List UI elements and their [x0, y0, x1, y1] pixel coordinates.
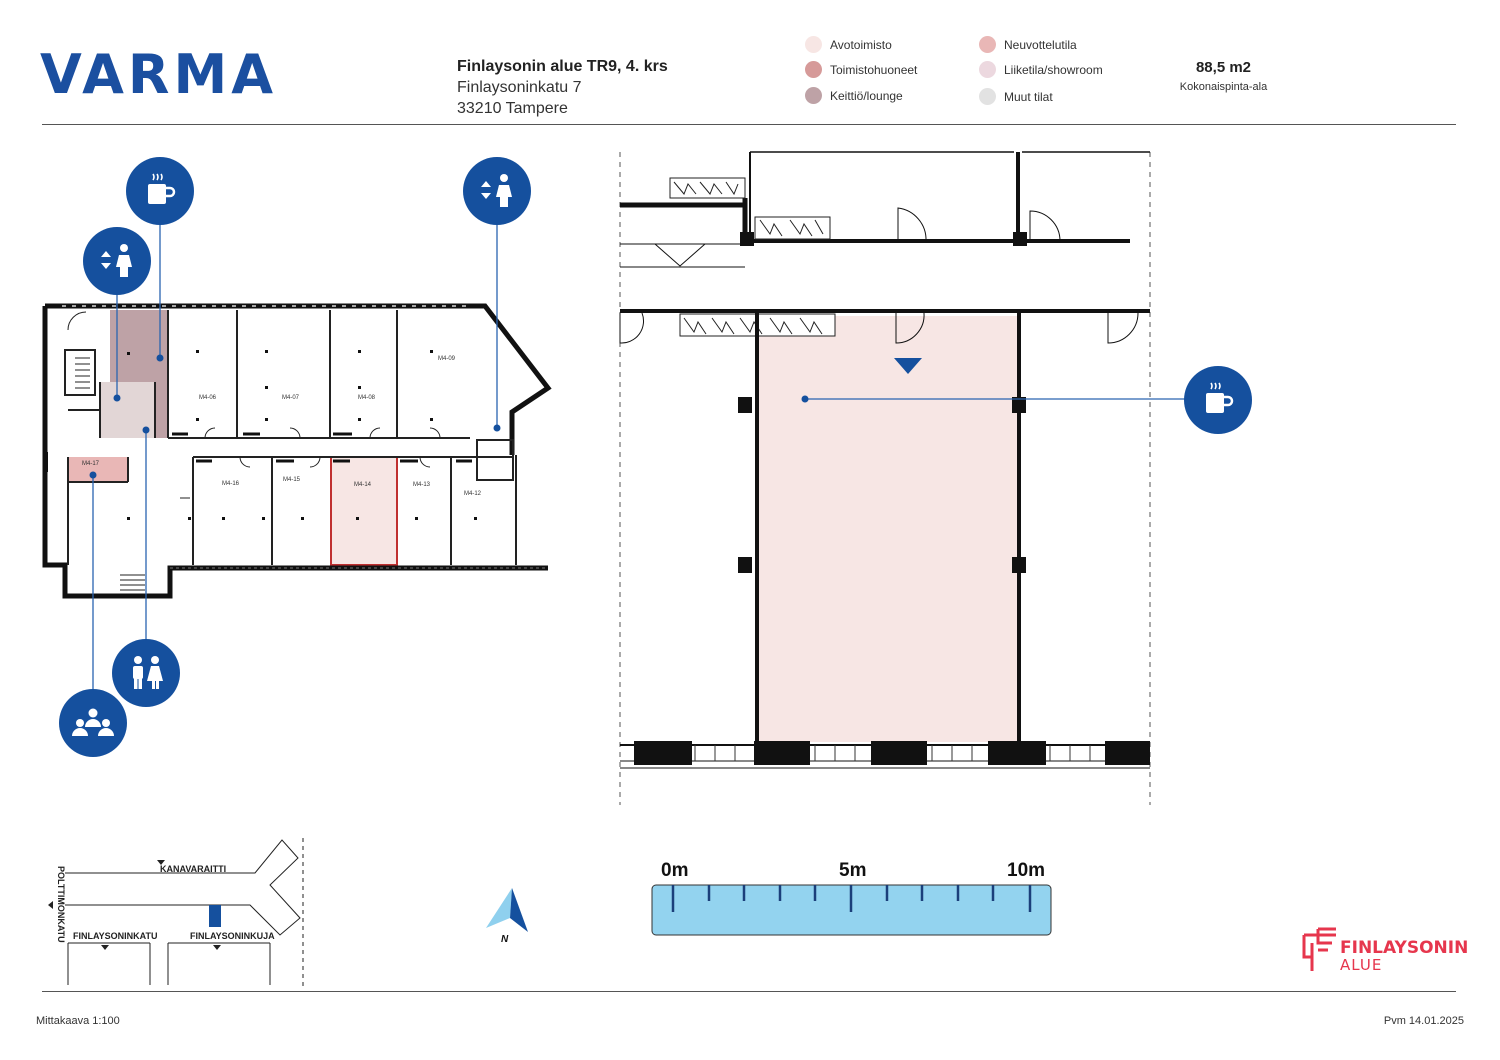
finlaysonin-logo — [1340, 940, 1468, 974]
site-map — [48, 838, 303, 990]
street-polttimonkatu: POLTTIMONKATU — [56, 866, 66, 943]
legend-label: Muut tilat — [1004, 89, 1053, 104]
scale-text: Mittakaava 1:100 — [36, 1015, 120, 1027]
date-text: Pvm 14.01.2025 — [1383, 1015, 1464, 1027]
north-label: N — [501, 934, 509, 945]
varma-logo: VARMA — [40, 43, 278, 106]
legend-label: Liiketila/showroom — [1004, 62, 1103, 77]
scale-label-5m: 5m — [839, 860, 867, 881]
building-location-marker — [209, 905, 221, 927]
street-kanavaraitti: KANAVARAITTI — [160, 864, 227, 874]
area-label: Kokonaispinta-ala — [1179, 81, 1268, 93]
finlaysonin-logo-icon — [1304, 929, 1336, 971]
room-label-m4-07: M4-07 — [282, 395, 300, 401]
street-finlaysoninkatu: FINLAYSONINKATU — [73, 931, 158, 941]
room-label-m4-17: M4-17 — [82, 461, 100, 467]
room-label-m4-12: M4-12 — [464, 491, 482, 497]
elevator-person-icon — [83, 227, 151, 295]
detail-plan — [620, 152, 1186, 805]
room-label-m4-13: M4-13 — [413, 482, 431, 488]
legend-label: Avotoimisto — [830, 37, 892, 52]
room-label-m4-06: M4-06 — [199, 395, 217, 401]
logo-main-text: FINLAYSONIN — [1340, 938, 1469, 958]
room-label-m4-16: M4-16 — [222, 481, 240, 487]
area-value: 88,5 m2 — [1195, 59, 1252, 76]
north-arrow-icon — [486, 888, 528, 932]
scale-bar — [652, 885, 1051, 935]
legend-label: Toimistohuoneet — [830, 62, 918, 77]
highlighted-space — [757, 316, 1019, 742]
meeting-group-icon — [59, 689, 127, 757]
scale-label-10m: 10m — [1007, 860, 1046, 881]
room-label-m4-09: M4-09 — [438, 356, 456, 362]
street-finlaysoninkuja: FINLAYSONINKUJA — [190, 931, 275, 941]
highlighted-room-m4-14 — [331, 457, 397, 565]
logo-sub-text: ALUE — [1340, 956, 1383, 974]
coffee-icon — [126, 157, 194, 225]
legend-label: Keittiö/lounge — [830, 88, 903, 103]
scale-label-0m: 0m — [661, 860, 689, 881]
elevator-person-icon — [463, 157, 531, 225]
room-label-m4-14: M4-14 — [354, 482, 372, 488]
footer-divider — [42, 991, 1456, 992]
room-label-m4-08: M4-08 — [358, 395, 376, 401]
room-label-m4-15: M4-15 — [283, 477, 301, 483]
coffee-icon — [1184, 366, 1252, 434]
restroom-icon — [112, 639, 180, 707]
address-line-1: Finlaysoninkatu 7 — [457, 79, 582, 96]
property-title: Finlaysonin alue TR9, 4. krs — [457, 58, 668, 75]
legend-label: Neuvottelutila — [1004, 37, 1077, 52]
address-line-2: 33210 Tampere — [457, 100, 568, 117]
